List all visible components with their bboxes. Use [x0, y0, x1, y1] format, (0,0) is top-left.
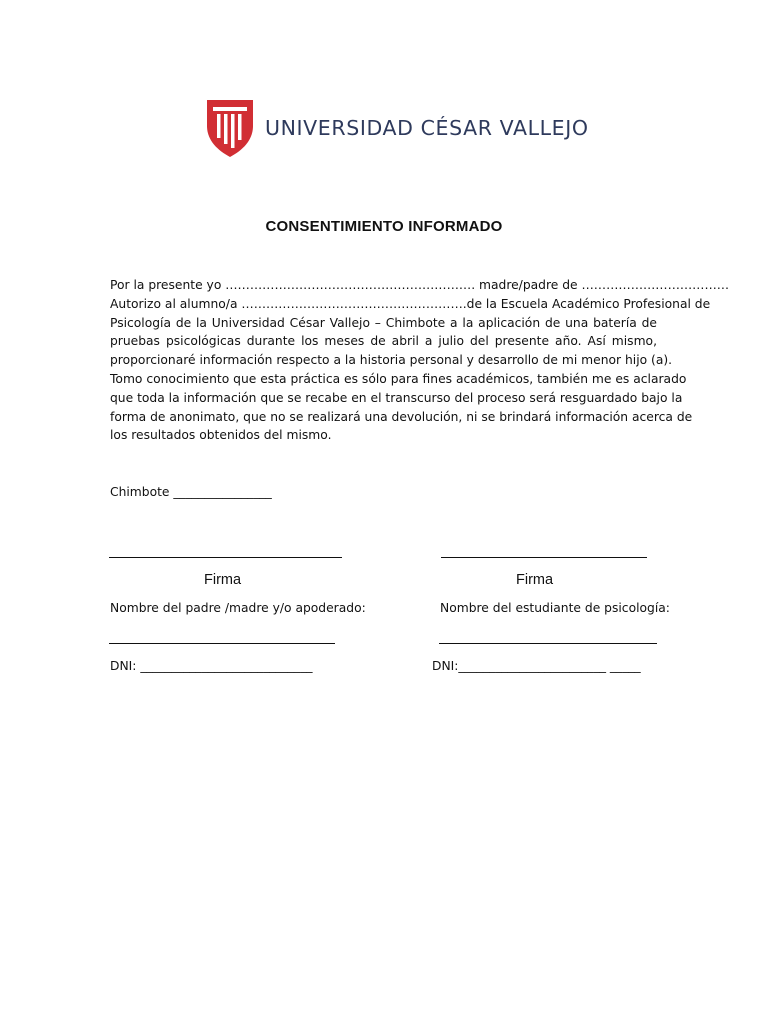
student-signature-line	[441, 557, 647, 558]
page-title: CONSENTIMIENTO INFORMADO	[265, 218, 503, 235]
logo-wordmark: UNIVERSIDAD CÉSAR VALLEJO	[265, 116, 589, 140]
student-name-label: Nombre del estudiante de psicología:	[440, 601, 670, 615]
paragraph-line: que toda la información que se recabe en el transcurso del proceso será resguardado bajo la	[110, 390, 683, 405]
place-date-field: Chimbote ________________	[110, 485, 272, 499]
shield-logo-icon	[207, 100, 257, 158]
paragraph-line: Psicología de la Universidad César Vallejo – Chimbote a la aplicación de una batería de	[110, 315, 657, 330]
student-dni-field: DNI:________________________ _____	[432, 659, 641, 673]
parent-dni-field: DNI: ____________________________	[110, 659, 313, 673]
consent-paragraph	[110, 276, 730, 445]
paragraph-line: Por la presente yo ……………………………………………………. madre/padre de ………………………………	[110, 278, 730, 292]
paragraph-line: Tomo conocimiento que esta práctica es sólo para fines académicos, también me es aclarado	[110, 371, 687, 386]
paragraph-line: proporcionaré información respecto a la historia personal y desarrollo de mi menor hijo (a).	[110, 353, 673, 368]
paragraph-line: pruebas psicológicas durante los meses de abril a julio del presente año. Así mismo,	[110, 334, 657, 349]
parent-signature-label: Firma	[204, 572, 242, 588]
student-signature-label: Firma	[516, 572, 554, 588]
parent-signature-line	[109, 557, 342, 558]
university-logo	[207, 100, 589, 158]
paragraph-line: Autorizo al alumno/a ……………………………………………….de la Escuela Académico Profesional de	[110, 296, 711, 311]
parent-name-label: Nombre del padre /madre y/o apoderado:	[110, 601, 366, 615]
student-name-line	[439, 643, 657, 644]
parent-name-line	[109, 643, 335, 644]
paragraph-line: los resultados obtenidos del mismo.	[110, 428, 332, 443]
paragraph-line: forma de anonimato, que no se realizará una devolución, ni se brindará información acerca de	[110, 409, 693, 424]
